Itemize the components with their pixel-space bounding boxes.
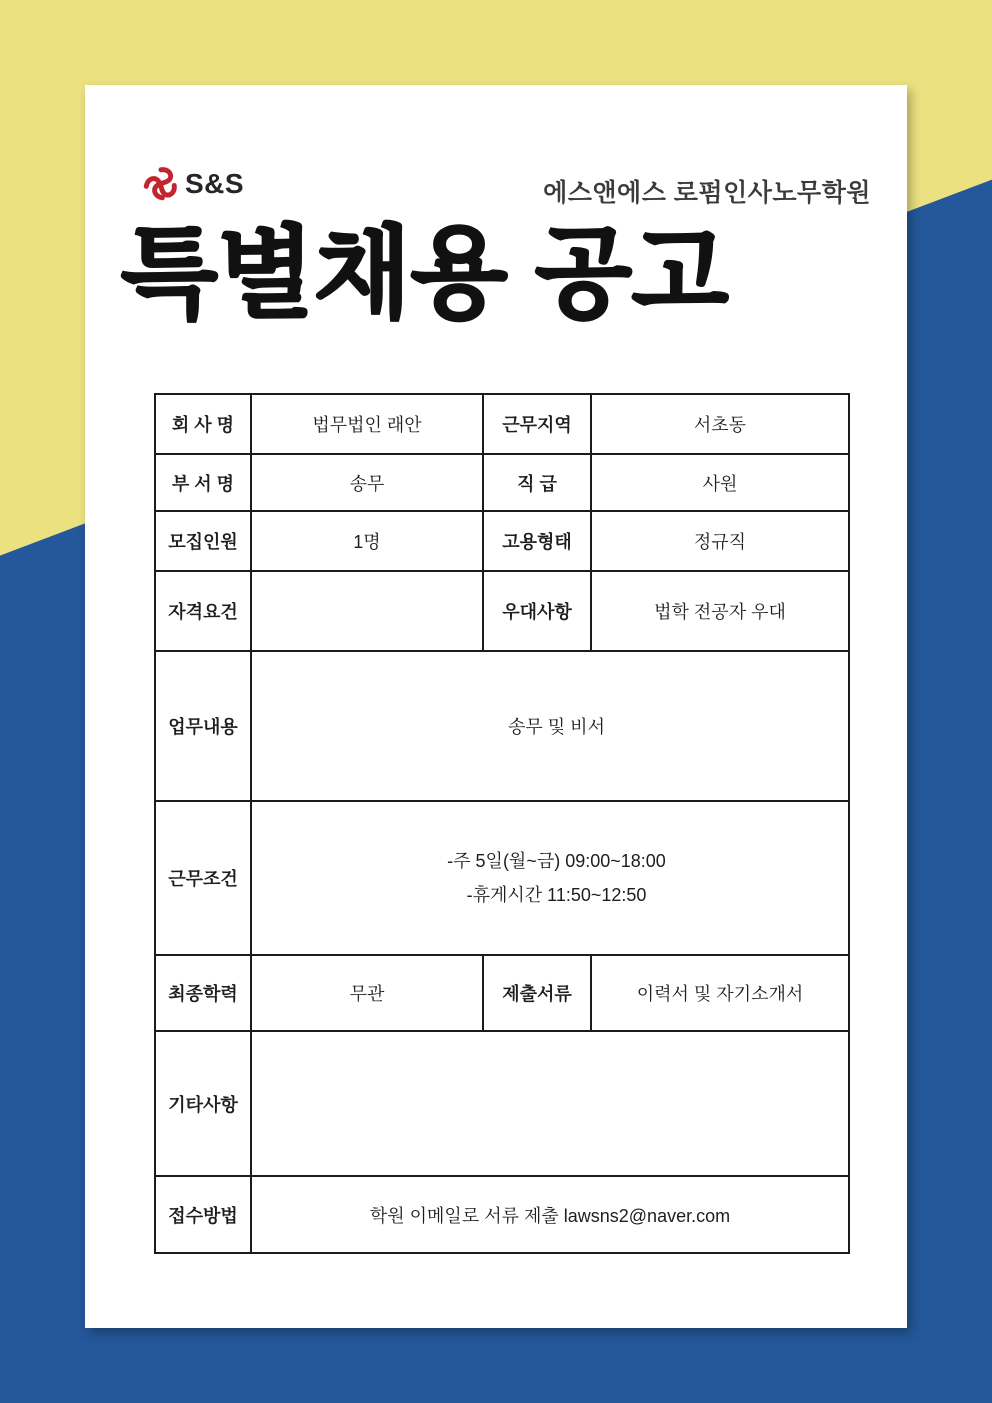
table-row-duties: [155, 651, 849, 801]
table-row-department: [155, 454, 849, 511]
documents-label-cell: 제출서류: [483, 955, 591, 1031]
table-row-conditions: [155, 801, 849, 955]
qualification-value-cell: [251, 571, 483, 651]
duties-label-cell: 업무내용: [155, 651, 251, 801]
company-logo: [141, 165, 244, 203]
department-label-cell: 부 서 명: [155, 454, 251, 511]
table-row-apply: [155, 1176, 849, 1253]
conditions-label-cell: 근무조건: [155, 801, 251, 955]
company-value-cell: 법무법인 래안: [251, 394, 483, 454]
job-info-table: [154, 393, 850, 1254]
qualification-label-cell: 자격요건: [155, 571, 251, 651]
preference-label-cell: 우대사항: [483, 571, 591, 651]
conditions-value-cell: [251, 801, 849, 955]
education-label-cell: 최종학력: [155, 955, 251, 1031]
logo-text: S&S: [185, 168, 245, 199]
work-region-label-cell: 근무지역: [483, 394, 591, 454]
table-row-company: [155, 394, 849, 454]
table-row-education: [155, 955, 849, 1031]
company-label-cell: 회 사 명: [155, 394, 251, 454]
academy-name: 에스앤에스 로펌인사노무학원: [543, 179, 871, 207]
poster-title: 특별채용 공고: [121, 218, 729, 330]
headcount-value-cell: 1명: [251, 511, 483, 571]
work-region-value-cell: 서초동: [591, 394, 849, 454]
position-label-cell: 직 급: [483, 454, 591, 511]
apply-value-cell: 학원 이메일로 서류 제출 lawsns2@naver.com: [251, 1176, 849, 1253]
preference-value-cell: 법학 전공자 우대: [591, 571, 849, 651]
red-knot-icon: [141, 165, 179, 203]
documents-value-cell: 이력서 및 자기소개서: [591, 955, 849, 1031]
employment-type-value-cell: 정규직: [591, 511, 849, 571]
etc-value-cell: [251, 1031, 849, 1176]
conditions-line-1: -주 5일(월~금) 09:00~18:00: [447, 850, 666, 871]
etc-label-cell: 기타사항: [155, 1031, 251, 1176]
duties-value-cell: 송무 및 비서: [251, 651, 849, 801]
position-value-cell: 사원: [591, 454, 849, 511]
apply-label-cell: 접수방법: [155, 1176, 251, 1253]
table-row-qualification: [155, 571, 849, 651]
department-value-cell: 송무: [251, 454, 483, 511]
employment-type-label-cell: 고용형태: [483, 511, 591, 571]
conditions-line-2: -휴게시간 11:50~12:50: [466, 885, 647, 905]
table-row-headcount: [155, 511, 849, 571]
table-row-etc: [155, 1031, 849, 1176]
poster-card: [85, 85, 907, 1328]
education-value-cell: 무관: [251, 955, 483, 1031]
headcount-label-cell: 모집인원: [155, 511, 251, 571]
